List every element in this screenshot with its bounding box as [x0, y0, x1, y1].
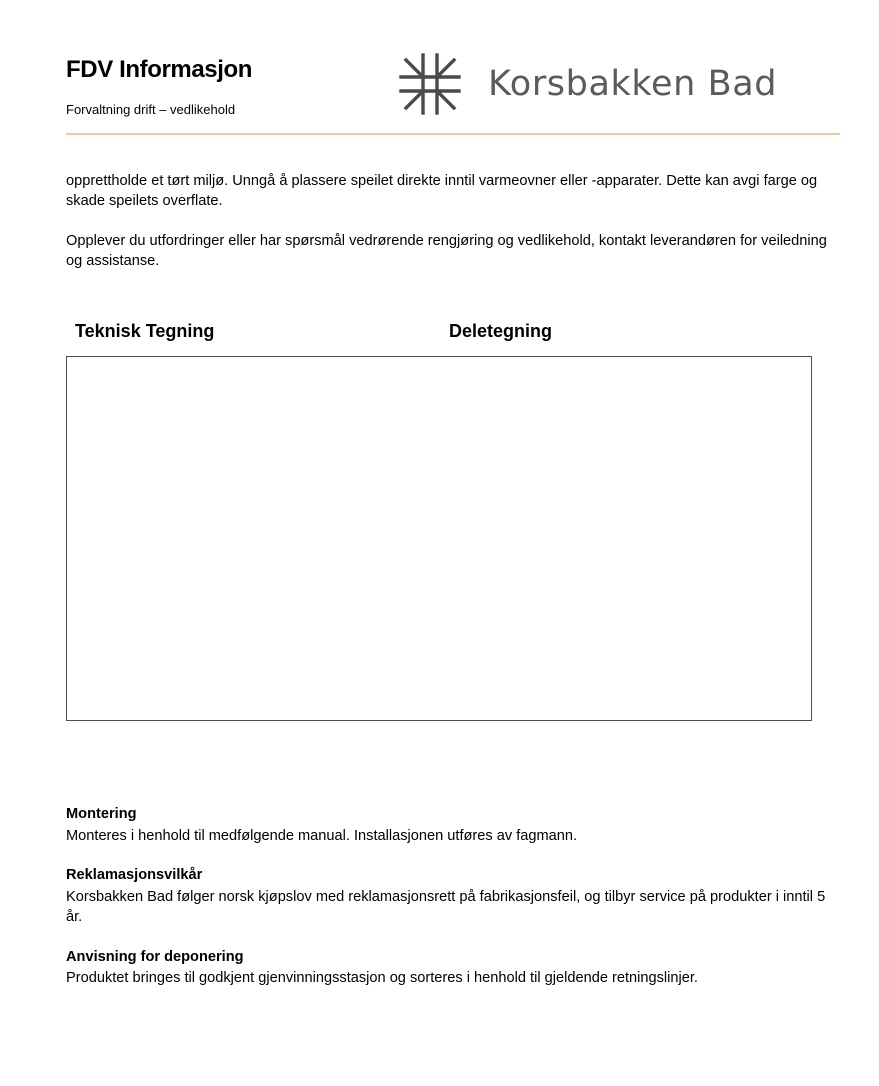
page-subtitle: Forvaltning drift – vedlikehold — [66, 102, 236, 117]
warranty-text: Korsbakken Bad følger norsk kjøpslov med reklamasjonsrett på fabrikasjonsfeil, og tilbyr service på produkter i inntil 5 år. — [66, 889, 826, 925]
mounting-text: Monteres i henhold til medfølgende manual. Installasjonen utføres av fagmann. — [66, 828, 578, 844]
warranty-heading: Reklamasjonsvilkår — [66, 867, 203, 883]
company-logo — [398, 52, 777, 116]
header-divider — [66, 133, 840, 135]
star-knot-logo-icon — [398, 52, 462, 116]
drawing-frame — [66, 356, 812, 721]
parts-drawing-label: Deletegning — [449, 321, 553, 341]
disposal-heading: Anvisning for deponering — [66, 949, 244, 965]
disposal-text: Produktet bringes til godkjent gjenvinningsstasjon og sorteres i henhold til gjeldende retningslinjer. — [66, 970, 698, 986]
page-title: FDV Informasjon — [66, 56, 253, 83]
logo-wordmark: Korsbakken Bad — [488, 64, 778, 104]
technical-drawing-label: Teknisk Tegning — [75, 321, 215, 341]
mounting-heading: Montering — [66, 806, 137, 822]
contact-paragraph: Opplever du utfordringer eller har spørsmål vedrørende rengjøring og vedlikehold, kontakt leverandøren for veiledning og assistanse. — [66, 233, 827, 269]
care-paragraph: opprettholde et tørt miljø. Unngå å plassere speilet direkte inntil varmeovner eller -apparater. Dette kan avgi farge og skade speilets overflate. — [66, 173, 818, 209]
